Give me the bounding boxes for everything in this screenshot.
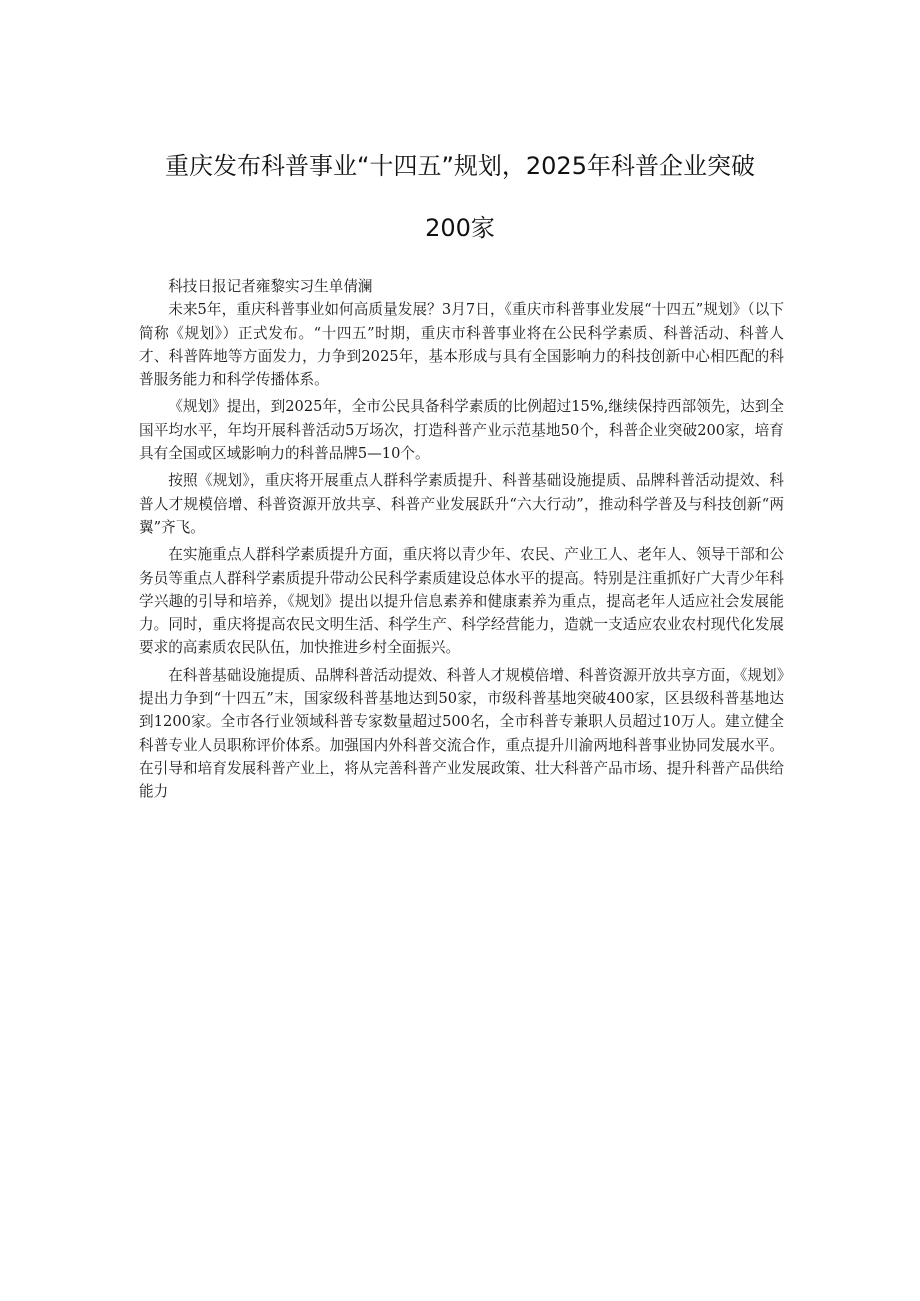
article-paragraph-4: 在实施重点人群科学素质提升方面，重庆将以青少年、农民、产业工人、老年人、领导干部和公务员等重点人群科学素质提升带动公民科学素质建设总体水平的提高。特别是注重抓好广大青少年科学兴趣的引导和培养，《规划》提出以提升信息素养和健康素养为重点，提高老年人适应社会发展能力。同时，重庆将提高农民文明生活、科学生产、科学经营能力，造就一支适应农业农村现代化发展要求的高素质农民队伍，加快推进乡村全面振兴。 [139,546,784,657]
article-paragraph-3: 按照《规划》，重庆将开展重点人群科学素质提升、科普基础设施提质、品牌科普活动提效、科普人才规模倍增、科普资源开放共享、科普产业发展跃升“六大行动”，推动科学普及与科技创新“两翼”齐飞。 [139,472,784,536]
article-paragraph-2: 《规划》提出，到2025年，全市公民具备科学素质的比例超过15%,继续保持西部领先，达到全国平均水平，年均开展科普活动5万场次，打造科普产业示范基地50个，科普企业突破200家，培育具有全国或区域影响力的科普品牌5—10个。 [139,398,784,463]
article-paragraph-1: 未来5年，重庆科普事业如何高质量发展？3月7日，《重庆市科普事业发展“十四五”规划》（以下简称《规划》）正式发布。“十四五”时期，重庆市科普事业将在公民科学素质、科普活动、科普人才、科普阵地等方面发力，力争到2025年，基本形成与具有全国影响力的科技创新中心相匹配的科普服务能力和科学传播体系。 [139,301,784,389]
article-byline: 科技日报记者雍黎实习生单倩澜 [168,278,373,295]
article-title-line1: 重庆发布科普事业“十四五”规划，2025年科普企业突破 [165,152,755,180]
article-body [139,275,784,808]
article-title-line2: 200家 [425,214,495,242]
article-paragraph-5: 在科普基础设施提质、品牌科普活动提效、科普人才规模倍增、科普资源开放共享方面，《规划》提出力争到“十四五”末，国家级科普基地达到50家，市级科普基地突破400家，区县级科普基地达到1200家。全市各行业领域科普专家数量超过500名，全市科普专兼职人员超过10万人。建立健全科普专业人员职称评价体系。加强国内外科普交流合作，重点提升川渝两地科普事业协同发展水平。在引导和培育发展科普产业上，将从完善科普产业发展政策、壮大科普产品市场、提升科普产品供给能力 [139,666,784,801]
